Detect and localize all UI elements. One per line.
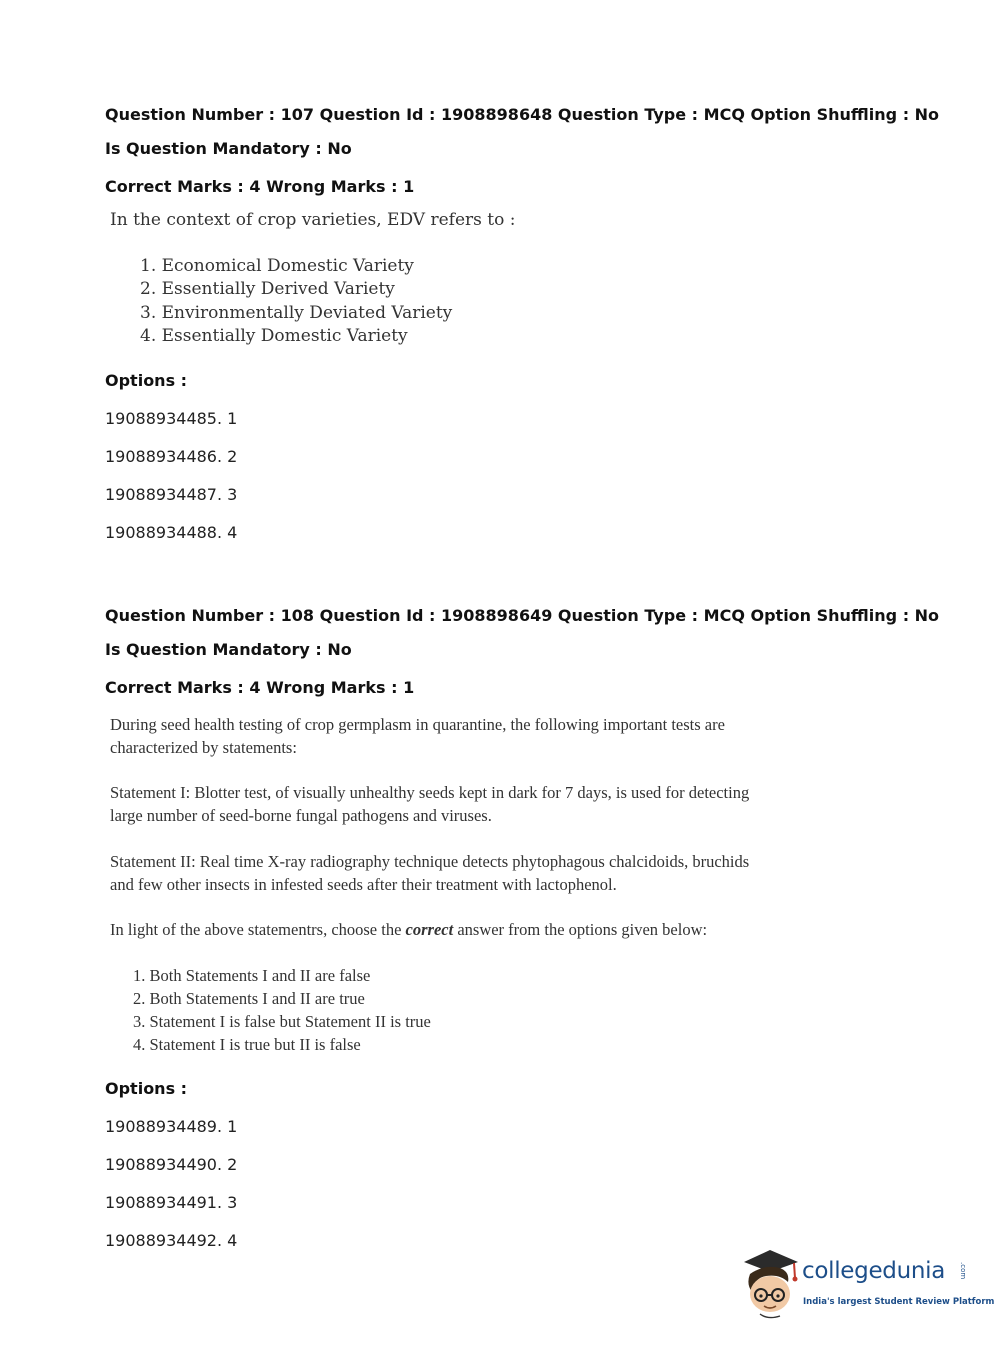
q108-options-label: Options : (105, 1079, 188, 1098)
q108-stem-line-1: During seed health testing of crop germplasm in quarantine, the following important tests are (110, 715, 725, 734)
q107-choice-4: 4. Essentially Domestic Variety (140, 326, 408, 346)
q107-option-1: 19088934485. 1 (105, 409, 238, 428)
collegedunia-logo (740, 1248, 995, 1323)
q107-choice-1: 1. Economical Domestic Variety (140, 256, 414, 276)
q107-header: Question Number : 107 Question Id : 1908898648 Question Type : MCQ Option Shuffling : No (105, 105, 940, 124)
q108-choice-1: 1. Both Statements I and II are false (133, 966, 371, 985)
q108-instruction: In light of the above statementrs, choose the correct answer from the options given below: (110, 920, 708, 939)
q108-statement-2-line-1: Statement II: Real time X-ray radiography technique detects phytophagous chalcidoids, bruchids (110, 852, 750, 871)
q108-option-3: 19088934491. 3 (105, 1193, 238, 1212)
q108-choice-3: 3. Statement I is false but Statement II is true (133, 1012, 431, 1031)
q108-choice-4: 4. Statement I is true but II is false (133, 1035, 361, 1054)
brand-tagline: India's largest Student Review Platform (803, 1297, 995, 1307)
q107-stem: In the context of crop varieties, EDV refers to : (110, 210, 516, 230)
q107-option-3: 19088934487. 3 (105, 485, 238, 504)
q108-mandatory: Is Question Mandatory : No (105, 640, 352, 659)
q108-choice-2: 2. Both Statements I and II are true (133, 989, 365, 1008)
q108-header: Question Number : 108 Question Id : 1908898649 Question Type : MCQ Option Shuffling : No (105, 606, 940, 625)
q108-statement-2-line-2: and few other insects in infested seeds after their treatment with lactophenol. (110, 875, 617, 894)
q108-option-1: 19088934489. 1 (105, 1117, 238, 1136)
q108-option-2: 19088934490. 2 (105, 1155, 238, 1174)
q108-option-4: 19088934492. 4 (105, 1231, 238, 1250)
q107-option-2: 19088934486. 2 (105, 447, 238, 466)
q108-statement-1-line-1: Statement I: Blotter test, of visually unhealthy seeds kept in dark for 7 days, is used for detecting (110, 783, 750, 802)
q107-mandatory: Is Question Mandatory : No (105, 139, 352, 158)
q107-marks: Correct Marks : 4 Wrong Marks : 1 (105, 177, 415, 196)
q107-choice-2: 2. Essentially Derived Variety (140, 279, 395, 299)
q108-marks: Correct Marks : 4 Wrong Marks : 1 (105, 678, 415, 697)
brand-name: collegedunia (802, 1258, 946, 1284)
q108-statement-1-line-2: large number of seed-borne fungal pathogens and viruses. (110, 806, 492, 825)
mascot-graduate-icon (740, 1248, 804, 1323)
q108-instruction-emphasis: correct (405, 920, 454, 939)
brand-com: .com (959, 1262, 967, 1280)
q108-stem-line-2: characterized by statements: (110, 738, 297, 757)
q107-choice-3: 3. Environmentally Deviated Variety (140, 303, 453, 323)
q107-options-label: Options : (105, 371, 188, 390)
q107-option-4: 19088934488. 4 (105, 523, 238, 542)
